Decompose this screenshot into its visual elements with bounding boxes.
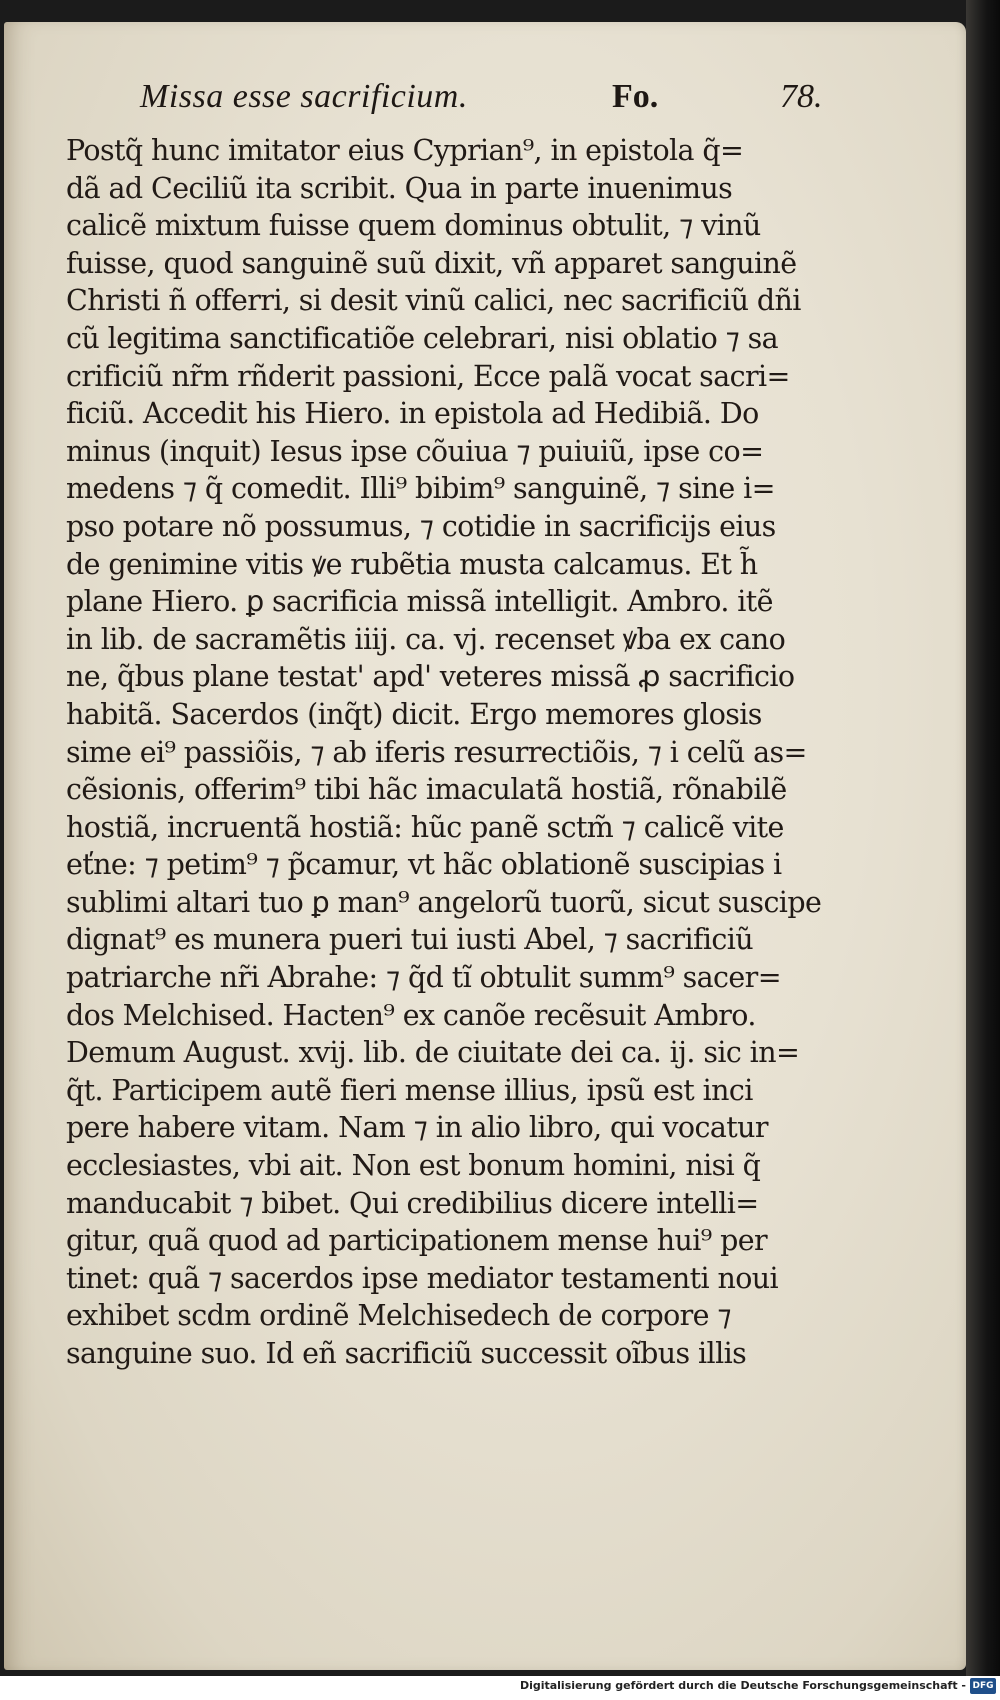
- book-edge: [966, 0, 1000, 1700]
- text-line: crificiũ nr̃m rñderit passioni, Ecce palã vocat sacri=: [66, 359, 790, 393]
- text-line: sime ei⁹ passiõis, ⁊ ab iferis resurrectiõis, ⁊ i celũ as=: [66, 735, 807, 769]
- text-line: medens ⁊ q̃ comedit. Illi⁹ bibim⁹ sanguinẽ, ⁊ sine i=: [66, 472, 775, 506]
- text-line: minus (inquit) Iesus ipse cõuiua ⁊ puiuiũ, ipse co=: [66, 434, 764, 468]
- running-header: [140, 72, 840, 122]
- text-line: gitur, quã quod ad participationem mense hui⁹ per: [66, 1224, 767, 1258]
- text-line: Christi ñ offerri, si desit vinũ calici, nec sacrificiũ dñi: [66, 284, 801, 318]
- text-line: fuisse, quod sanguinẽ suũ dixit, vñ apparet sanguinẽ: [66, 246, 797, 280]
- text-line: ecclesiastes, vbi ait. Non est bonum homini, nisi q̃: [66, 1149, 761, 1183]
- text-line: de genimine vitis ꝟe rubẽtia musta calcamus. Et h̃: [66, 547, 758, 581]
- digitization-credit: Digitalisierung gefördert durch die Deutsche Forschungsgemeinschaft -: [519, 1679, 966, 1692]
- text-line: ficiũ. Accedit his Hiero. in epistola ad Hedibiã. Do: [66, 397, 759, 431]
- text-line: Postq̃ hunc imitator eius Cyprian⁹, in epistola q̃=: [66, 134, 744, 167]
- text-line: dignat⁹ es munera pueri tui iusti Abel, ⁊ sacrificiũ: [66, 923, 754, 957]
- text-line: Demum August. xvij. lib. de ciuitate dei ca. ij. sic in=: [66, 1036, 800, 1070]
- folio-label: Fo.: [612, 78, 659, 115]
- text-line: pso potare nõ possumus, ⁊ cotidie in sacrificijs eius: [66, 509, 776, 543]
- text-line: cẽsionis, offerim⁹ tibi hãc imaculatã hostiã, rõnabilẽ: [66, 773, 787, 807]
- text-line: plane Hiero. ꝑ sacrificia missã intelligit. Ambro. itẽ: [66, 585, 773, 619]
- text-line: patriarche nr̃i Abrahe: ⁊ q̃d tĩ obtulit summ⁹ sacer=: [66, 961, 781, 995]
- dfg-logo: DFG: [970, 1678, 996, 1694]
- running-title: Missa esse sacrificium.: [140, 78, 468, 115]
- text-line: dos Melchised. Hacten⁹ ex canõe recẽsuit Ambro.: [66, 998, 756, 1032]
- folio-number: 78.: [780, 78, 823, 115]
- text-line: manducabit ⁊ bibet. Qui credibilius dicere intelli=: [66, 1186, 759, 1220]
- text-line: cũ legitima sanctificatiõe celebrari, nisi oblatio ⁊ sa: [66, 321, 779, 355]
- text-line: tinet: quã ⁊ sacerdos ipse mediator testamenti noui: [66, 1261, 779, 1295]
- text-line: dã ad Ceciliũ ita scribit. Qua in parte inuenimus: [66, 171, 733, 205]
- text-line: calicẽ mixtum fuisse quem dominus obtulit, ⁊ vinũ: [66, 209, 761, 243]
- text-line: habitã. Sacerdos (inq̃t) dicit. Ergo memores glosis: [66, 697, 762, 731]
- text-line: q̃t. Participem autẽ fieri mense illius, ipsũ est inci: [66, 1073, 753, 1107]
- text-line: pere habere vitam. Nam ⁊ in alio libro, qui vocatur: [66, 1111, 768, 1145]
- text-line: sanguine suo. Id eñ sacrificiũ successit oĩbus illis: [66, 1337, 747, 1370]
- text-line: hostiã, incruentã hostiã: hũc panẽ sctm̃ ⁊ calicẽ vite: [66, 810, 784, 844]
- text-line: eťne: ⁊ petim⁹ ⁊ p̃camur, vt hãc oblationẽ suscipias i: [66, 848, 782, 882]
- text-line: in lib. de sacramẽtis iiij. ca. vj. recenset ꝟba ex cano: [66, 622, 786, 656]
- body-text-block: [66, 132, 856, 1373]
- text-line: exhibet scdm ordinẽ Melchisedech de corpore ⁊: [66, 1299, 731, 1333]
- text-line: ne, q̃bus plane testat' apd' veteres missã ꝓ sacrificio: [66, 660, 795, 694]
- text-line: sublimi altari tuo ꝑ man⁹ angelorũ tuorũ, sicut suscipe: [66, 885, 822, 919]
